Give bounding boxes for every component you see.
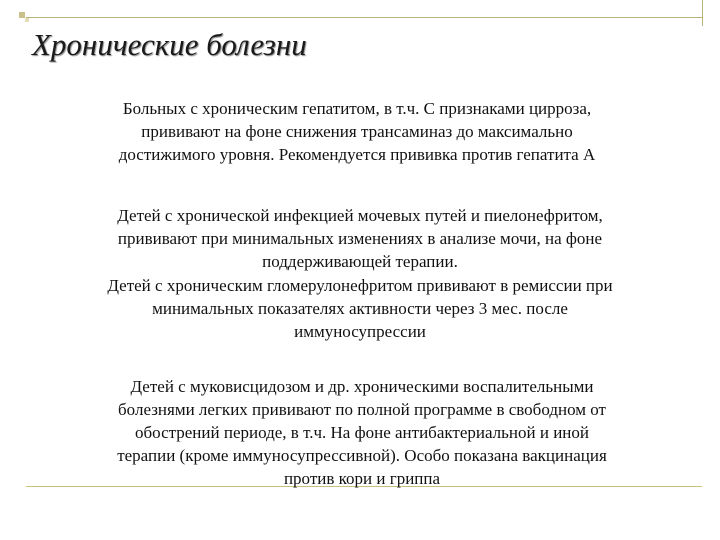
paragraph-urinary-infection: Детей с хронической инфекцией мочевых путей и пиелонефритом, прививают при минимальных изменениях в анализе мочи, на фоне поддерживающей терапии.	[117, 206, 603, 271]
frame-top-line	[26, 17, 702, 18]
slide-title: Хронические болезни	[32, 27, 307, 62]
frame-corner-square-small	[25, 18, 29, 22]
frame-right-line	[702, 0, 703, 26]
paragraph-hepatitis: Больных с хроническим гепатитом, в т.ч. С признаками цирроза, прививают на фоне снижения трансаминаз до максимально достижимого уровня. Рекомендуется прививка против гепатита А	[118, 99, 596, 164]
paragraph-glomerulonephritis: Детей с хроническим гломерулонефритом прививают в ремиссии при минимальных показателях активности через 3 мес. после иммуносупрессии	[107, 276, 613, 341]
paragraph-cystic-fibrosis: Детей с муковисцидозом и др. хроническими воспалительными болезнями легких прививают по полной программе в свободном от обострений периоде, в т.ч. На фоне антибактериальной и иной терапии (кроме иммуносупрессивной). Особо показана вакцинация против кори и гриппа	[117, 377, 607, 488]
